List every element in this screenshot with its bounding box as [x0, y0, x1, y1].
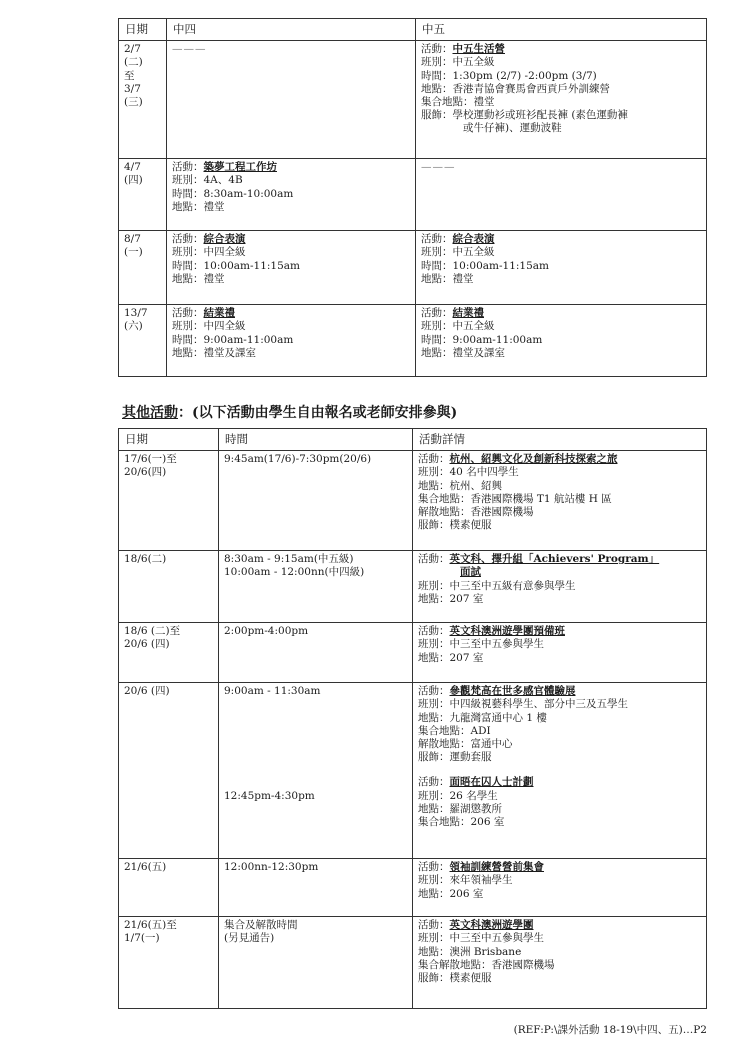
table-row — [119, 231, 707, 305]
detail-line: 班別：40 名中四學生 — [418, 466, 519, 479]
date-cell — [119, 305, 167, 377]
detail-line: 集合地點：香港國際機場 T1 航站樓 H 區 — [418, 492, 612, 505]
detail-line: 時間：9:00am-11:00am — [172, 333, 294, 346]
detail-line: 班別：中五全級 — [421, 320, 495, 333]
table-row — [119, 859, 707, 917]
detail-line: 班別：中三至中五級有意參與學生 — [418, 579, 576, 592]
detail-line: 活動：築夢工程工作坊 — [172, 161, 277, 174]
date-cell — [119, 451, 219, 551]
page-footer-reference: (REF:P:\課外活動 18-19\中四、五)…P2 — [513, 1024, 707, 1036]
detail-line: 地點：207 室 — [418, 592, 484, 605]
detail-cell — [413, 623, 707, 683]
detail-line: 班別：中四全級 — [172, 246, 246, 259]
detail-cell — [413, 551, 707, 623]
date-line: 4/7 — [124, 161, 141, 174]
detail-line: 班別：中五全級 — [421, 56, 495, 69]
detail-line: 時間：8:30am-10:00am — [172, 187, 294, 200]
date-line: (一) — [124, 246, 143, 259]
title-prefix: 其他活動 — [122, 405, 178, 421]
detail-line: 活動：結業禮 — [172, 307, 235, 320]
date-cell — [119, 917, 219, 1009]
detail-line: 時間：9:00am-11:00am — [421, 333, 543, 346]
time-cell — [219, 451, 413, 551]
time-line: 9:45am(17/6)-7:30pm(20/6) — [224, 453, 372, 466]
date-line: 18/6 (二)至 — [124, 625, 181, 638]
detail-line: 活動：面晤在囚人士計劃 — [418, 776, 534, 789]
detail-line: 班別：26 名學生 — [418, 789, 498, 802]
date-line: (六) — [124, 320, 143, 333]
time-line: 2:00pm-4:00pm — [224, 625, 309, 638]
date-line: 至 — [124, 69, 135, 82]
table-row — [119, 683, 707, 859]
date-line: 21/6(五) — [124, 861, 167, 874]
detail-line: 時間：10:00am-11:15am — [172, 259, 300, 272]
detail-line: 時間：1:30pm (2/7) -2:00pm (3/7) — [421, 69, 597, 82]
header-date: 日期 — [119, 19, 167, 41]
date-cell — [119, 859, 219, 917]
table-header-row — [119, 429, 707, 451]
detail-line: 時間：10:00am-11:15am — [421, 259, 549, 272]
date-line: 20/6(四) — [124, 466, 167, 479]
detail-line: 活動：英文科澳洲遊學團預備班 — [418, 625, 565, 638]
detail-cell — [413, 683, 707, 859]
detail-cell — [413, 451, 707, 551]
detail-line: 班別：來年領袖學生 — [418, 874, 513, 887]
detail-cell — [413, 917, 707, 1009]
s4-cell — [167, 231, 416, 305]
date-cell — [119, 159, 167, 231]
time-line: (另見通告) — [224, 932, 275, 945]
detail-line: 地點：206 室 — [418, 887, 484, 900]
s5-cell — [416, 305, 707, 377]
table-row — [119, 159, 707, 231]
detail-line: 集合地點：禮堂 — [421, 96, 495, 109]
detail-line: 服飾：運動套服 — [418, 751, 492, 764]
s5-cell — [416, 159, 707, 231]
other-activities-title — [122, 402, 457, 422]
time-line: 集合及解散時間 — [224, 919, 298, 932]
title-suffix: ：(以下活動由學生自由報名或老師安排參與) — [178, 405, 458, 421]
date-line: 17/6(一)至 — [124, 453, 177, 466]
time-cell — [219, 917, 413, 1009]
senior-form-schedule-table — [118, 18, 707, 377]
s5-cell — [416, 231, 707, 305]
header-s4: 中四 — [167, 19, 416, 41]
detail-line: 地點：禮堂及課室 — [421, 346, 505, 359]
detail-line: 班別：中三至中五參與學生 — [418, 932, 544, 945]
date-line: 13/7 — [124, 307, 148, 320]
date-cell — [119, 551, 219, 623]
time-cell — [219, 859, 413, 917]
detail-line: 服飾：樸素便服 — [418, 519, 492, 532]
detail-line: 地點：禮堂 — [172, 200, 225, 213]
detail-line: 班別：中四全級 — [172, 320, 246, 333]
date-line: 18/6(二) — [124, 553, 167, 566]
detail-line: 地點：207 室 — [418, 651, 484, 664]
table-row — [119, 305, 707, 377]
table-row — [119, 551, 707, 623]
detail-line: 活動：綜合表演 — [421, 233, 495, 246]
time-cell — [219, 623, 413, 683]
detail-line: 活動：杭州、紹興文化及創新科技探索之旅 — [418, 453, 618, 466]
time-line: 12:00nn-12:30pm — [224, 861, 319, 874]
date-line: (四) — [124, 174, 143, 187]
header-time: 時間 — [219, 429, 413, 451]
detail-line: 地點：羅湖懲教所 — [418, 802, 502, 815]
empty-dash: ——— — [421, 161, 456, 174]
date-line: 8/7 — [124, 233, 141, 246]
detail-line: 集合解散地點：香港國際機場 — [418, 958, 555, 971]
date-line: (二) — [124, 56, 143, 69]
time-cell — [219, 683, 413, 859]
detail-line: 活動：參觀梵高在世多感官體驗展 — [418, 685, 576, 698]
detail-line: 班別：中五全級 — [421, 246, 495, 259]
header-date: 日期 — [119, 429, 219, 451]
detail-line: 服飾：樸素便服 — [418, 972, 492, 985]
s5-cell — [416, 41, 707, 159]
detail-line: 活動：綜合表演 — [172, 233, 246, 246]
detail-line: 面試 — [460, 566, 481, 579]
date-cell — [119, 41, 167, 159]
time-line: 8:30am - 9:15am(中五級) — [224, 553, 354, 566]
detail-line: 活動：結業禮 — [421, 307, 484, 320]
date-line: 2/7 — [124, 43, 141, 56]
table-header-row — [119, 19, 707, 41]
s4-cell — [167, 41, 416, 159]
detail-line: 集合地點：206 室 — [418, 816, 505, 829]
detail-line: 地點：禮堂 — [172, 272, 225, 285]
date-line: 20/6 (四) — [124, 685, 170, 698]
time-line: 12:45pm-4:30pm — [224, 790, 315, 803]
date-cell — [119, 623, 219, 683]
table-row — [119, 41, 707, 159]
date-cell — [119, 683, 219, 859]
detail-line: 服飾：學校運動衫或班衫配長褲 (素色運動褲 — [421, 109, 628, 122]
detail-line: 班別：4A、4B — [172, 174, 243, 187]
detail-cell — [413, 859, 707, 917]
time-line: 9:00am - 11:30am — [224, 685, 321, 698]
table-row — [119, 623, 707, 683]
detail-line: 地點：香港青協會賽馬會西貢戶外訓練營 — [421, 82, 610, 95]
empty-dash: ——— — [172, 43, 207, 56]
table-row — [119, 451, 707, 551]
detail-line: 地點：九龍灣富通中心 1 樓 — [418, 711, 547, 724]
time-line: 10:00am - 12:00nn(中四級) — [224, 566, 365, 579]
detail-line: 活動：中五生活營 — [421, 43, 505, 56]
date-cell — [119, 231, 167, 305]
detail-line: 解散地點：富通中心 — [418, 738, 513, 751]
date-line: 3/7 — [124, 82, 141, 95]
table-row — [119, 917, 707, 1009]
detail-line: 班別：中三至中五參與學生 — [418, 638, 544, 651]
s4-cell — [167, 159, 416, 231]
detail-line: 地點：禮堂及課室 — [172, 346, 256, 359]
date-line: 1/7(一) — [124, 932, 160, 945]
s4-cell — [167, 305, 416, 377]
header-detail: 活動詳情 — [413, 429, 707, 451]
other-activities-table — [118, 428, 707, 1009]
time-cell — [219, 551, 413, 623]
detail-line: 活動：英文科澳洲遊學團 — [418, 919, 534, 932]
detail-line: 地點：杭州、紹興 — [418, 479, 502, 492]
detail-line: 解散地點：香港國際機場 — [418, 506, 534, 519]
detail-line: 班別：中四級視藝科學生、部分中三及五學生 — [418, 698, 628, 711]
date-line: 21/6(五)至 — [124, 919, 177, 932]
detail-line: 地點：澳洲 Brisbane — [418, 945, 522, 958]
date-line: 20/6 (四) — [124, 638, 170, 651]
detail-line: 地點：禮堂 — [421, 272, 474, 285]
detail-line: 或牛仔褲)、運動波鞋 — [463, 122, 562, 135]
detail-line: 活動：領袖訓練營營前集會 — [418, 861, 544, 874]
detail-line: 集合地點：ADI — [418, 724, 491, 737]
header-s5: 中五 — [416, 19, 707, 41]
date-line: (三) — [124, 96, 143, 109]
detail-line: 活動：英文科、擇升組「Achievers' Program」 — [418, 553, 660, 566]
